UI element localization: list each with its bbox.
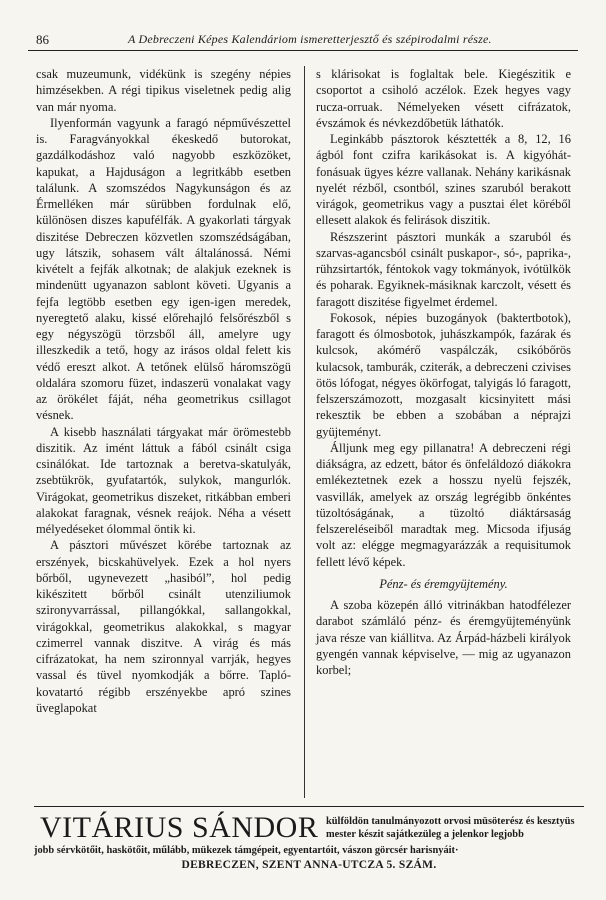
paragraph: csak muzeumunk, vidékünk is szegény népies himzésekben. A régi tipikus viseletnek pedig alig van már nyoma. — [36, 67, 291, 114]
paragraph: A szoba közepén álló vitrinákban hatodfélezer darabot számláló pénz- és éremgyüjteményünk java része van kiállitva. Az Árpád-házbeli királyok gyengén vannak képviselve, — mig az ugyanazon korbel; — [316, 598, 571, 677]
running-title: A Debreczeni Képes Kalendáriom ismeretterjesztő és szépirodalmi része. — [128, 32, 492, 46]
paragraph: Fokosok, népies buzogányok (baktertbotok), faragott és ólmosbotok, juhászkampók, fazárak és kulcsok, akómérő vaspálczák, csikóbőrös kulacsok, tamburák, cziterák, a debreczeni czivises ötös lófogat, négyes ökörfogat, talyigás ló faragott, felszerszámozott, mozgasalt kicsinyitett mási rekesztik be ebben a szobában a néprajzi gyüjteményt. — [316, 310, 571, 439]
paragraph: A pásztori művészet körébe tartoznak az erszények, bicskahüvelyek. Ezek a hol nyers bőrből, ugynevezett „hasiból”, hol pedig kikészitett bőrből csinált utenziliumok szironyvarrással, pillangókkal, sallangokkal, virágokkal, geometrikus alakokkal, s magyar czimerrel vannak diszitve. A virág és más cifrázatokat, ha nem szironnyal varrják, hegyes vassal és tüvel nyomkodják a bőrre. Tapló-kovatartó régibb erszényekbe apró szines üveglapokat — [36, 538, 291, 715]
paragraph: s klárisokat is foglaltak bele. Kiegészitik e csoportot a csiholó aczélok. Ezek hegyes vagy rucza-orruak. Némelyeken vésett cifrázatok, évszámok és névkezdőbetük láthatók. — [316, 67, 571, 130]
page-number: 86 — [36, 32, 49, 47]
text-columns — [36, 66, 584, 802]
paragraph: Ilyenformán vagyunk a faragó népművészettel is. Faragványokkal ékeskedő butorokat, gazdálkodáshoz való nagyobb eszközöket, kapukat, a Hajduságon a legritkább esetben találunk. A szomszédos Nagykunságon és az Érmelléken már sürübben fordulnak elő, különösen diszes kapufélfák. A gyakorlati tárgyak diszitése Debreczen közvetlen szomszédságában, ugy látszik, sohasem vált általánossá. Némi kivételt a fejfák alkotnak; de alakjuk ezeknek is mindenütt ugyanazon sablont követi. Ugyanis a fejfa legtöbb esetben egy igen-igen meredek, nyeregtető alaku, kissé előrehajló felsőrészből s egy négyszögü törzsből áll, amelyre ugy illeszkedik a tető, hogy az irásos oldal felett kis védő ereszt alkot. A tetőnek elülső háromszögü oldalára szomoru füzet, indaszerü vonalakat vagy az örökélet fáját, néha geometrikus csillagot vésnek. — [36, 115, 291, 423]
left-column — [36, 66, 291, 716]
right-column — [316, 66, 571, 678]
column-divider — [304, 66, 305, 798]
advertisement-divider — [34, 806, 584, 807]
advertisement — [34, 811, 584, 881]
advertisement-products: jobb sérvkötőit, haskötőit, műlább, mükezek támgépeit, egyentartóit, vászon görcsér harisnyáit· — [34, 845, 459, 856]
advertisement-address: DEBRECZEN, SZENT ANNA-UTCZA 5. SZÁM. — [181, 859, 437, 871]
paragraph: Álljunk meg egy pillanatra! A debreczeni régi diákságra, az edzett, bátor és önfeláldozó diákokra emlékeztetnek ezek a hosszu nyelü fejszék, vasvillák, amelyek az ország legrégibb önkéntes tüzoltóságának, a tüzoltó diáktársaság felszereléseiből maradtak meg. Micsoda ifjuság volt az: elégge megmagyarázzák a requisitumok fellett lévő képek. — [316, 440, 571, 569]
advertisement-description: külföldön tanulmányozott orvosi müsöterész és kesztyüs mester készit sajátkezüleg a jelenkor legjobb — [326, 816, 575, 840]
paragraph: Leginkább pásztorok késztették a 8, 12, 16 ágból font czifra karikásokat is. A kigyóhát-fonásuak ügyes kézre vallanak. Nehány karikásnak nyelét rézből, csontból, szines szaruból berakott virágok, geometrikus vagy a pusztai élet köréből ellesett alakok és felirások diszitik. — [316, 132, 571, 228]
page-header — [28, 30, 578, 51]
paragraph: A kisebb használati tárgyakat már örömestebb diszitik. Az imént láttuk a fából csinált csiga csinálókat. Ide tartoznak a beretva-skatulyák, zsebtükrök, gyufatartók, sulykok, mangurlók. Virágokat, geometrikus diszeket, ritkábban emberi alakokat faragnak, vésnek reájok. Néha a vésett mélyedéseket ólommal öntik ki. — [36, 424, 291, 536]
section-heading: Pénz- és éremgyüjtemény. — [379, 576, 508, 591]
advertiser-name: VITÁRIUS SÁNDOR — [40, 811, 319, 844]
paragraph: Részszerint pásztori munkák a szaruból és szarvas-agancsból csinált puskapor-, só-, paprika-, rühzsirtartók, féntokok vagy tokmányok, ivótülkök és poharak. Egyiknek-másiknak karczolt, vésett és faragott diszitése figyelmet érdemel. — [316, 229, 571, 309]
